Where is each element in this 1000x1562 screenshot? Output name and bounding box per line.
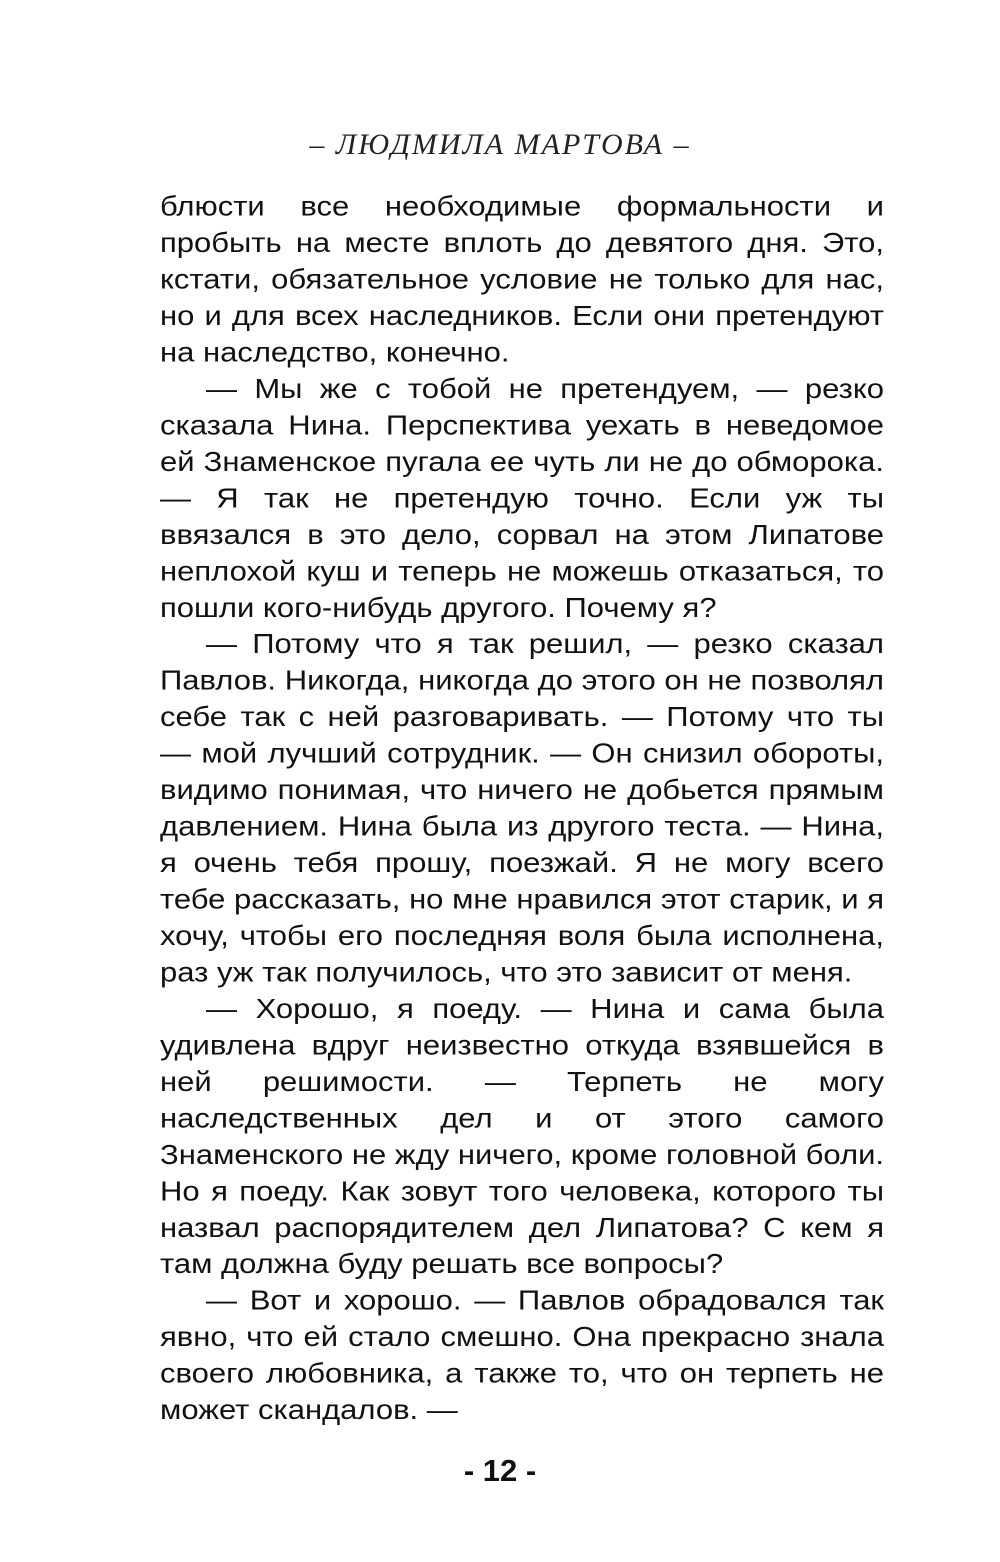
- body-text: [160, 188, 884, 1428]
- paragraph: — Вот и хорошо. — Павлов обрадовался так явно, что ей стало смешно. Она прекрасно знала своего любовника, а также то, что он терпеть не может скандалов. —: [160, 1284, 884, 1426]
- paragraph: — Потому что я так решил, — резко сказал Павлов. Никогда, никогда до этого он не позволял себе так с ней разговаривать. — Потому что ты — мой лучший сотрудник. — Он снизил обороты, видимо понимая, что ничего не добьется прямым давлением. Нина была из другого теста. — Нина, я очень тебя прошу, поезжай. Я не могу всего тебе рассказать, но мне нравился этот старик, и я хочу, чтобы его последняя воля была исполнена, раз уж так получилось, что это зависит от меня.: [160, 628, 884, 988]
- paragraph: блюсти все необходимые формальности и пробыть на месте вплоть до девятого дня. Это, кстати, обязательное условие не только для нас, но и для всех наследников. Если они претендуют на наследство, конечно.: [160, 190, 884, 368]
- paragraph: — Хорошо, я поеду. — Нина и сама была удивлена вдруг неизвестно откуда взявшейся в ней решимости. — Терпеть не могу наследственных дел и от этого самого Знаменского не жду ничего, кроме головной боли. Но я поеду. Как зовут того человека, которого ты назвал распорядителем дел Липатова? С кем я там должна буду решать все вопросы?: [160, 993, 884, 1280]
- page-number: - 12 -: [463, 1453, 537, 1488]
- running-head: – ЛЮДМИЛА МАРТОВА –: [309, 128, 691, 161]
- paragraph: — Мы же с тобой не претендуем, — резко сказала Нина. Перспектива уехать в неведомое ей Знаменское пугала ее чуть ли не до обморока. — Я так не претендую точно. Если уж ты ввязался в это дело, сорвал на этом Липатове неплохой куш и теперь не можешь отказаться, то пошли кого-нибудь другого. Почему я?: [160, 373, 884, 623]
